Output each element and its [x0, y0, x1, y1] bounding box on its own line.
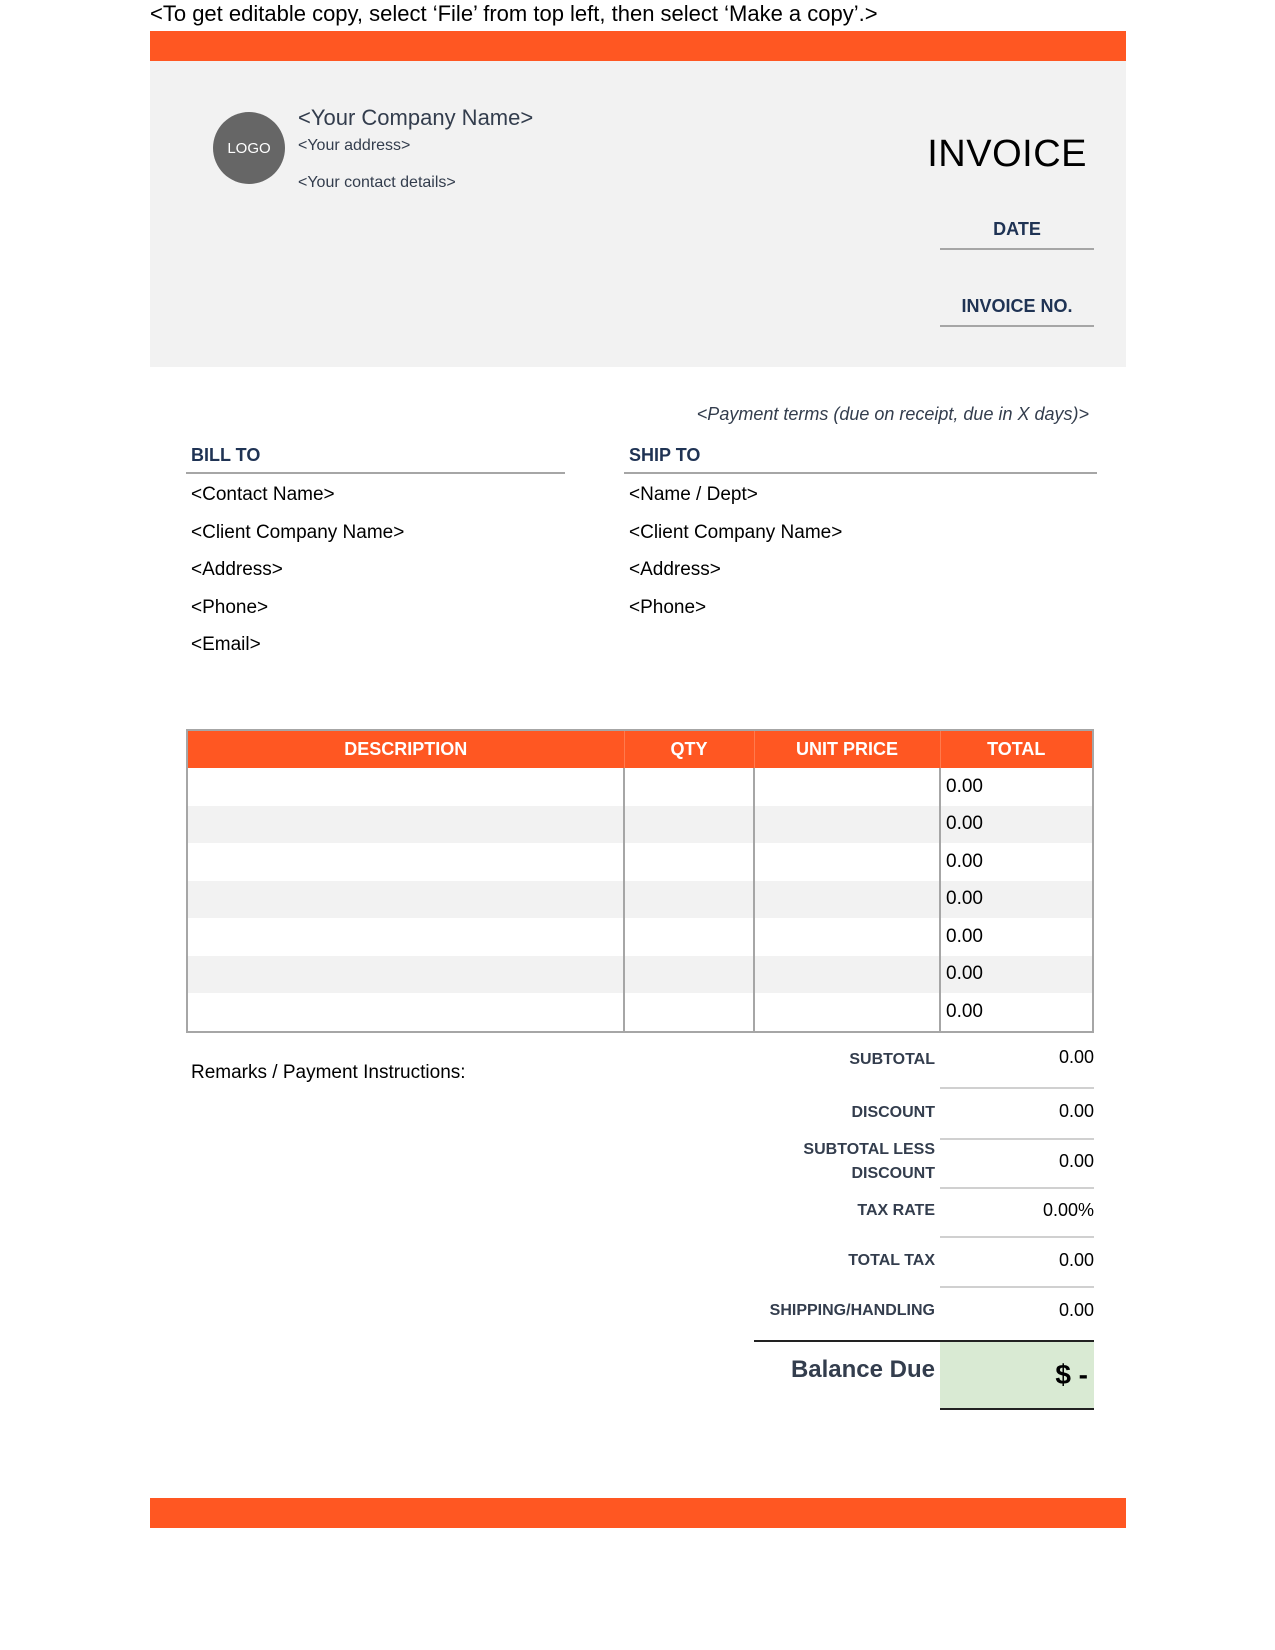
remarks-label[interactable]: Remarks / Payment Instructions:: [191, 1062, 466, 1083]
unit-price-cell[interactable]: [754, 843, 940, 881]
company-name[interactable]: <Your Company Name>: [298, 105, 534, 130]
discount-value[interactable]: 0.00: [940, 1101, 1094, 1140]
unit-price-cell[interactable]: [754, 768, 940, 806]
bill-to-client-company[interactable]: <Client Company Name>: [191, 521, 405, 543]
invoice-number-label: INVOICE NO.: [940, 296, 1094, 327]
unit-price-cell[interactable]: [754, 881, 940, 919]
column-header-description: DESCRIPTION: [187, 730, 624, 768]
total-cell: 0.00: [940, 881, 1093, 919]
column-header-qty: QTY: [624, 730, 754, 768]
shipping-handling-value[interactable]: 0.00: [1058, 1300, 1094, 1320]
ship-to-client-company[interactable]: <Client Company Name>: [629, 521, 843, 543]
description-cell[interactable]: [187, 806, 624, 844]
bill-to-address[interactable]: <Address>: [191, 559, 283, 580]
subtotal-less-label-line1: SUBTOTAL LESS: [803, 1141, 935, 1158]
total-tax-label: TOTAL TAX: [848, 1252, 935, 1269]
ship-to-address[interactable]: <Address>: [629, 559, 721, 580]
editable-copy-notice: <To get editable copy, select ‘File’ from top left, then select ‘Make a copy’.>: [150, 1, 878, 26]
unit-price-cell[interactable]: [754, 956, 940, 994]
balance-due-value: [940, 1342, 1094, 1410]
bottom-accent-bar: [150, 1498, 1126, 1528]
total-cell: 0.00: [940, 806, 1093, 844]
company-address[interactable]: <Your address>: [298, 137, 411, 154]
balance-due-label: Balance Due: [790, 1356, 935, 1383]
table-row: [187, 993, 1093, 1032]
description-cell[interactable]: [187, 768, 624, 806]
subtotal-label: SUBTOTAL: [849, 1051, 935, 1068]
qty-cell[interactable]: [624, 918, 754, 956]
column-header-unit-price: UNIT PRICE: [754, 730, 940, 768]
bill-to-phone[interactable]: <Phone>: [191, 596, 269, 618]
tax-rate-value[interactable]: 0.00%: [940, 1200, 1094, 1238]
subtotal-less-discount-value: 0.00: [940, 1151, 1094, 1189]
table-row: [187, 881, 1093, 919]
description-cell[interactable]: [187, 918, 624, 956]
bill-to-heading: BILL TO: [186, 445, 565, 474]
description-cell[interactable]: [187, 956, 624, 994]
payment-terms[interactable]: <Payment terms (due on receipt, due in X days)>: [696, 404, 1089, 424]
ship-to-name-dept[interactable]: <Name / Dept>: [629, 484, 758, 505]
qty-cell[interactable]: [624, 881, 754, 919]
total-cell: 0.00: [940, 956, 1093, 994]
bill-to-email[interactable]: <Email>: [191, 634, 261, 655]
company-logo: [213, 112, 285, 184]
discount-label: DISCOUNT: [851, 1104, 935, 1121]
table-row: [187, 843, 1093, 881]
company-contact[interactable]: <Your contact details>: [298, 174, 456, 191]
total-tax-value: 0.00: [940, 1250, 1094, 1288]
total-cell: 0.00: [946, 775, 983, 797]
total-cell: 0.00: [946, 925, 983, 947]
table-row: [187, 956, 1093, 994]
top-accent-bar: [150, 31, 1126, 61]
qty-cell[interactable]: [624, 806, 754, 844]
ship-to-phone[interactable]: <Phone>: [629, 596, 707, 618]
description-cell[interactable]: [187, 843, 624, 881]
unit-price-cell[interactable]: [754, 918, 940, 956]
line-items-table: [186, 729, 1094, 1033]
description-cell[interactable]: [187, 881, 624, 919]
tax-rate-label: TAX RATE: [857, 1202, 935, 1219]
table-row: [187, 806, 1093, 844]
qty-cell[interactable]: [624, 768, 754, 806]
qty-cell[interactable]: [624, 956, 754, 994]
description-cell[interactable]: [187, 993, 624, 1032]
unit-price-cell[interactable]: [754, 993, 940, 1032]
table-row: [187, 918, 1093, 956]
invoice-title: INVOICE: [927, 133, 1087, 175]
bill-to-contact-name[interactable]: <Contact Name>: [191, 484, 335, 505]
table-row: [187, 768, 1093, 806]
balance-due-amount: $ -: [1055, 1359, 1088, 1390]
qty-cell[interactable]: [624, 993, 754, 1032]
total-cell: 0.00: [946, 850, 983, 872]
total-cell: 0.00: [946, 1000, 983, 1022]
ship-to-heading: SHIP TO: [624, 445, 1097, 474]
subtotal-less-discount-label: [715, 1138, 935, 1186]
subtotal-value: 0.00: [940, 1047, 1094, 1089]
column-header-total: TOTAL: [940, 730, 1093, 768]
bill-to-list: [191, 476, 404, 664]
date-label: DATE: [940, 219, 1094, 250]
subtotal-less-label-line2: DISCOUNT: [851, 1165, 935, 1182]
shipping-handling-label: SHIPPING/HANDLING: [769, 1302, 935, 1319]
logo-text: LOGO: [227, 139, 271, 157]
ship-to-list: [629, 476, 842, 626]
table-header-row: [187, 730, 1093, 768]
qty-cell[interactable]: [624, 843, 754, 881]
unit-price-cell[interactable]: [754, 806, 940, 844]
